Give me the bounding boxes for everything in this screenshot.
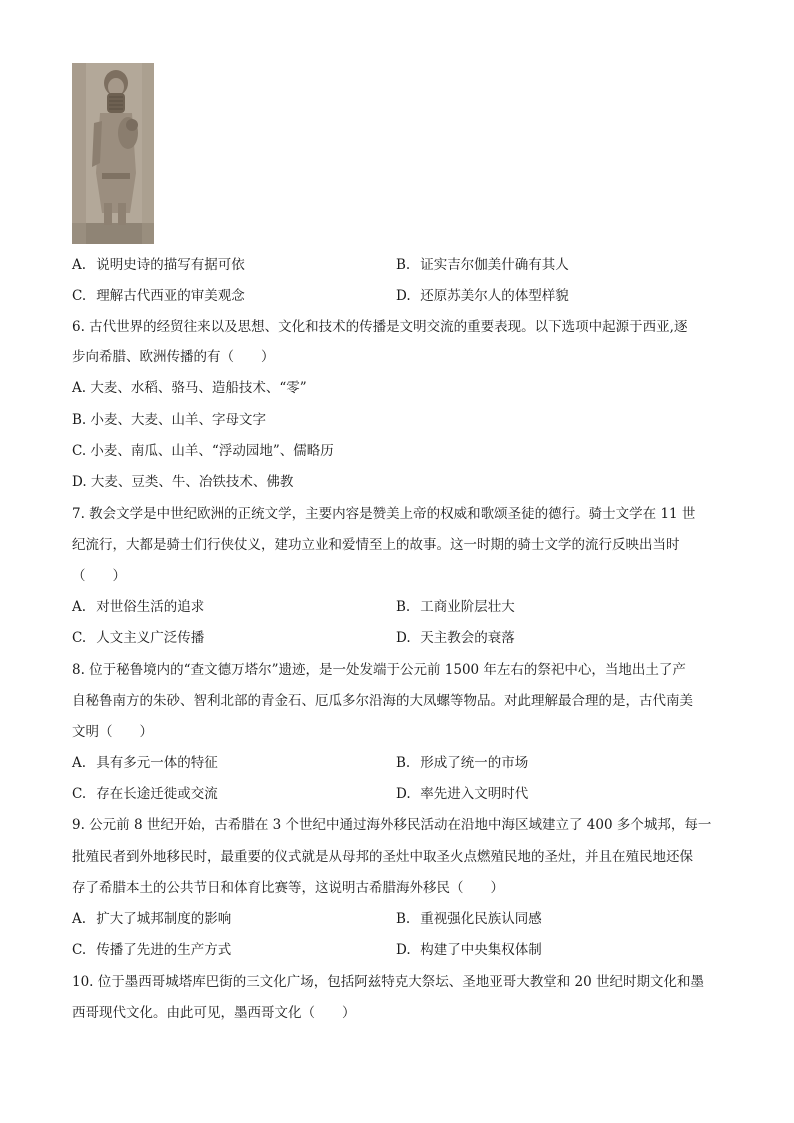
q8-option-c[interactable] [72, 785, 218, 803]
q7-option-a[interactable] [72, 598, 204, 616]
q6-option-d[interactable]: D. 大麦、豆类、牛、冶铁技术、佛教 [72, 474, 294, 490]
q6-stem-line: 步向希腊、欧洲传播的有（ ） [72, 349, 275, 365]
relief-figure-icon [72, 63, 154, 244]
q9-option-d[interactable] [396, 941, 542, 959]
q9-option-a[interactable] [72, 910, 231, 928]
option-text: 天主教会的衰落 [420, 630, 515, 646]
option-label: A. [72, 257, 87, 273]
option-text: 形成了统一的市场 [420, 755, 529, 771]
q6-option-b[interactable]: B. 小麦、大麦、山羊、字母文字 [72, 412, 267, 428]
q8-stem-line: 8. 位于秘鲁境内的“查文德万塔尔”遗迹，是一处发端于公元前 1500 年左右的祭祀中心，当地出土了产 [72, 662, 686, 678]
q6-option-c[interactable]: C. 小麦、南瓜、山羊、“浮动园地”、儒略历 [72, 443, 334, 459]
option-text: 对世俗生活的追求 [96, 599, 205, 615]
option-text: 理解古代西亚的审美观念 [96, 288, 245, 304]
option-text: 存在长途迁徙或交流 [96, 786, 218, 802]
q8-option-a[interactable] [72, 754, 218, 772]
q8-option-d[interactable] [396, 785, 528, 803]
q8-stem-line: 自秘鲁南方的朱砂、智利北部的青金石、厄瓜多尔沿海的大凤螺等物品。对此理解最合理的是，古代南美 [72, 693, 693, 709]
option-label: B. [396, 257, 411, 273]
q5-option-d[interactable] [396, 287, 569, 305]
q5-option-a[interactable] [72, 256, 245, 274]
q10-stem-line: 10. 位于墨西哥城塔库巴街的三文化广场，包括阿兹特克大祭坛、圣地亚哥大教堂和 20 世纪时期文化和墨 [72, 974, 705, 990]
q10-stem-line: 西哥现代文化。由此可见，墨西哥文化（ ） [72, 1005, 356, 1021]
option-text: 具有多元一体的特征 [96, 755, 218, 771]
q7-stem-line: 纪流行，大都是骑士们行侠仗义，建功立业和爱情至上的故事。这一时期的骑士文学的流行反映出当时 [72, 537, 680, 553]
option-text: 传播了先进的生产方式 [96, 942, 232, 958]
q8-option-b[interactable] [396, 754, 528, 772]
option-text: 说明史诗的描写有据可依 [96, 257, 245, 273]
q7-option-c[interactable] [72, 629, 204, 647]
q5-option-c[interactable] [72, 287, 245, 305]
option-label: C. [72, 288, 87, 304]
assyrian-relief-image [72, 63, 154, 244]
option-label: D. [396, 630, 411, 646]
option-label: A. [72, 755, 87, 771]
q6-stem-line: 6. 古代世界的经贸往来以及思想、文化和技术的传播是文明交流的重要表现。以下选项中起源于西亚,逐 [72, 319, 688, 335]
option-label: D. [396, 942, 411, 958]
option-label: A. [72, 911, 87, 927]
option-label: C. [72, 786, 87, 802]
option-text: 人文主义广泛传播 [96, 630, 205, 646]
q7-option-b[interactable] [396, 598, 515, 616]
option-text: 重视强化民族认同感 [420, 911, 542, 927]
q5-option-b[interactable] [396, 256, 569, 274]
option-label: D. [396, 786, 411, 802]
q9-option-c[interactable] [72, 941, 231, 959]
q9-stem-line: 批殖民者到外地移民时，最重要的仪式就是从母邦的圣灶中取圣火点燃殖民地的圣灶，并且在殖民地还保 [72, 849, 693, 865]
q7-stem-line: （ ） [72, 568, 126, 584]
q9-option-b[interactable] [396, 910, 542, 928]
option-label: A. [72, 599, 87, 615]
option-label: B. [396, 599, 411, 615]
option-text: 还原苏美尔人的体型样貌 [420, 288, 569, 304]
option-text: 证实吉尔伽美什确有其人 [420, 257, 569, 273]
option-text: 构建了中央集权体制 [420, 942, 542, 958]
option-label: B. [396, 911, 411, 927]
q8-stem-line: 文明（ ） [72, 724, 153, 740]
option-label: D. [396, 288, 411, 304]
q9-stem-line: 9. 公元前 8 世纪开始，古希腊在 3 个世纪中通过海外移民活动在沿地中海区域建立了 400 多个城邦，每一 [72, 817, 712, 833]
option-label: C. [72, 942, 87, 958]
q7-option-d[interactable] [396, 629, 515, 647]
q7-stem-line: 7. 教会文学是中世纪欧洲的正统文学，主要内容是赞美上帝的权威和歌颂圣徒的德行。骑士文学在 11 世 [72, 506, 696, 522]
option-label: B. [396, 755, 411, 771]
option-label: C. [72, 630, 87, 646]
option-text: 工商业阶层壮大 [420, 599, 515, 615]
q9-stem-line: 存了希腊本土的公共节日和体育比赛等，这说明古希腊海外移民（ ） [72, 880, 504, 896]
q6-option-a[interactable]: A. 大麦、水稻、骆马、造船技术、“零” [72, 380, 307, 396]
option-text: 扩大了城邦制度的影响 [96, 911, 232, 927]
option-text: 率先进入文明时代 [420, 786, 529, 802]
